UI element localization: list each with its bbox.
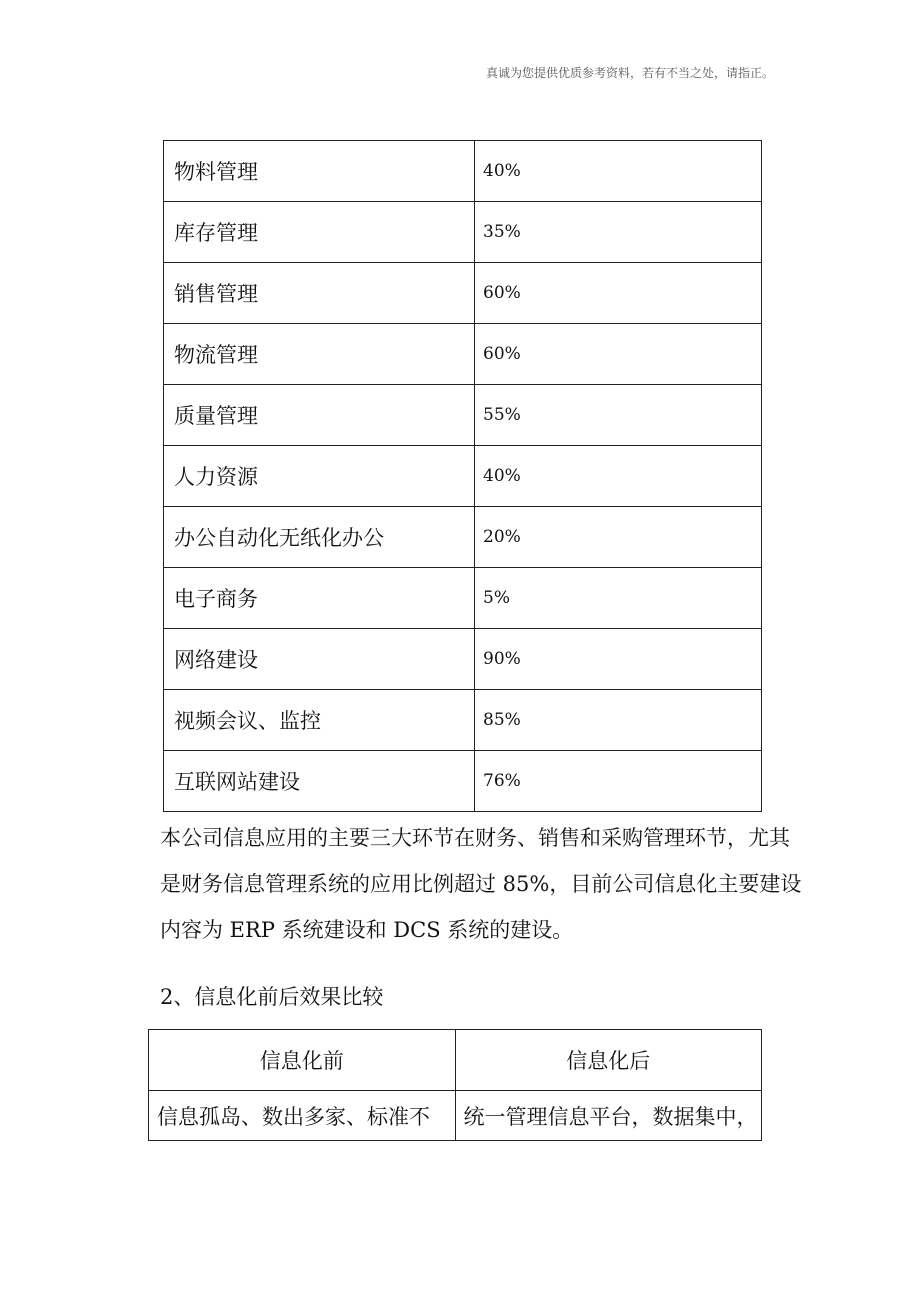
module-name-cell: 销售管理: [164, 263, 475, 324]
module-name-cell: 电子商务: [164, 568, 475, 629]
summary-paragraph: [160, 815, 810, 953]
table-row: [164, 263, 762, 324]
module-name-cell: 物流管理: [164, 324, 475, 385]
usage-percent-cell: 85%: [475, 690, 762, 751]
after-header-cell: 信息化后: [455, 1030, 762, 1091]
table-row: [164, 690, 762, 751]
usage-percent-cell: 90%: [475, 629, 762, 690]
after-text-cell: 统一管理信息平台，数据集中，: [455, 1091, 762, 1141]
table-header-row: [149, 1030, 762, 1091]
table-row: [164, 568, 762, 629]
header-note: 真诚为您提供优质参考资料，若有不当之处，请指正。: [486, 66, 775, 80]
section-heading: 2、信息化前后效果比较: [160, 985, 384, 1009]
usage-percent-cell: 60%: [475, 324, 762, 385]
paragraph-line: 是财务信息管理系统的应用比例超过 85%，目前公司信息化主要建设: [160, 872, 802, 896]
table-row: [164, 629, 762, 690]
module-name-cell: 质量管理: [164, 385, 475, 446]
usage-percent-cell: 40%: [475, 141, 762, 202]
table-row: [164, 446, 762, 507]
usage-percent-cell: 55%: [475, 385, 762, 446]
table-row: [164, 507, 762, 568]
table-row: [164, 751, 762, 812]
before-after-comparison-table: [148, 1029, 762, 1141]
table-row: [149, 1091, 762, 1141]
paragraph-line: 内容为 ERP 系统建设和 DCS 系统的建设。: [160, 918, 574, 942]
usage-percent-cell: 76%: [475, 751, 762, 812]
module-name-cell: 物料管理: [164, 141, 475, 202]
before-header-cell: 信息化前: [149, 1030, 456, 1091]
module-name-cell: 库存管理: [164, 202, 475, 263]
before-text-cell: 信息孤岛、数出多家、标准不: [149, 1091, 456, 1141]
module-name-cell: 互联网站建设: [164, 751, 475, 812]
module-name-cell: 办公自动化无纸化办公: [164, 507, 475, 568]
table-row: [164, 202, 762, 263]
module-usage-table: [163, 140, 762, 812]
table-row: [164, 385, 762, 446]
usage-percent-cell: 60%: [475, 263, 762, 324]
table-row: [164, 324, 762, 385]
module-name-cell: 视频会议、监控: [164, 690, 475, 751]
table-row: [164, 141, 762, 202]
module-name-cell: 网络建设: [164, 629, 475, 690]
paragraph-line: 本公司信息应用的主要三大环节在财务、销售和采购管理环节，尤其: [160, 826, 790, 850]
module-name-cell: 人力资源: [164, 446, 475, 507]
usage-percent-cell: 35%: [475, 202, 762, 263]
usage-percent-cell: 5%: [475, 568, 762, 629]
usage-percent-cell: 20%: [475, 507, 762, 568]
usage-percent-cell: 40%: [475, 446, 762, 507]
